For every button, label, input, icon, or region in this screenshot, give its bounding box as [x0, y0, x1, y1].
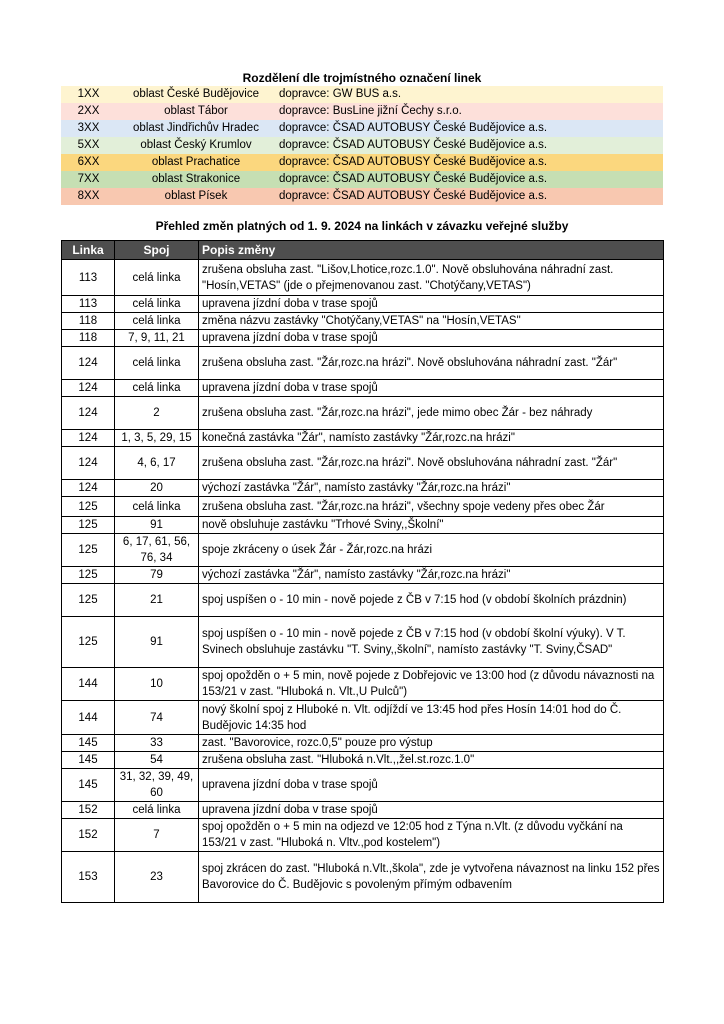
region-area: oblast Prachatice	[151, 156, 241, 168]
change-connection: 91	[115, 517, 199, 534]
change-row	[62, 534, 664, 567]
region-code: 3XX	[77, 122, 100, 134]
change-row	[62, 313, 664, 330]
change-description: nově obsluhuje zastávku "Trhové Sviny,,Školní"	[199, 517, 664, 534]
change-line: 125	[62, 584, 115, 617]
change-row	[62, 819, 664, 852]
region-carrier: dopravce: ČSAD AUTOBUSY České Budějovice a.s.	[279, 190, 548, 202]
region-area: oblast Písek	[164, 190, 228, 202]
change-row	[62, 567, 664, 584]
change-description: upravena jízdní doba v trase spojů	[199, 330, 664, 347]
change-line: 124	[62, 397, 115, 430]
change-row	[62, 735, 664, 752]
change-connection: 20	[115, 480, 199, 497]
change-line: 124	[62, 447, 115, 480]
change-line: 113	[62, 296, 115, 313]
change-description: spoj opožděn o + 5 min na odjezd ve 12:05 hod z Týna n.Vlt. (z důvodu vyčkání na 153/21 v zast. "Hluboká n. Vltv.,pod kostelem")	[199, 819, 664, 852]
change-line: 113	[62, 260, 115, 296]
change-row	[62, 668, 664, 701]
changes-header-row	[62, 241, 664, 260]
change-row	[62, 617, 664, 668]
header-description: Popis změny	[199, 241, 664, 260]
change-connection: 91	[115, 617, 199, 668]
change-row	[62, 852, 664, 903]
region-carrier: dopravce: ČSAD AUTOBUSY České Budějovice a.s.	[279, 139, 548, 151]
change-line: 118	[62, 330, 115, 347]
change-description: nový školní spoj z Hluboké n. Vlt. odjíždí ve 13:45 hod přes Hosín 14:01 hod do Č. Budějovic 14:35 hod	[199, 701, 664, 735]
change-connection: 10	[115, 668, 199, 701]
change-connection: 21	[115, 584, 199, 617]
change-description: zrušena obsluha zast. "Žár,rozc.na hrázi". Nově obsluhována náhradní zast. "Žár"	[199, 347, 664, 380]
change-row	[62, 380, 664, 397]
change-connection: 54	[115, 752, 199, 769]
region-area: oblast Tábor	[164, 105, 228, 117]
change-row	[62, 347, 664, 380]
region-carrier: dopravce: ČSAD AUTOBUSY České Budějovice a.s.	[279, 173, 548, 185]
change-row	[62, 701, 664, 735]
change-connection: 33	[115, 735, 199, 752]
region-row	[61, 171, 663, 188]
change-row	[62, 802, 664, 819]
change-description: spoj zkrácen do zast. "Hluboká n.Vlt.,škola", zde je vytvořena návaznost na linku 152 přes Bavorovice do Č. Budějovic s povoleným přímým odbavením	[199, 852, 664, 903]
change-line: 125	[62, 567, 115, 584]
change-connection: 7, 9, 11, 21	[115, 330, 199, 347]
change-line: 152	[62, 819, 115, 852]
region-code: 6XX	[77, 156, 100, 168]
change-description: výchozí zastávka "Žár", namísto zastávky "Žár,rozc.na hrázi"	[199, 480, 664, 497]
change-description: upravena jízdní doba v trase spojů	[199, 769, 664, 802]
change-row	[62, 260, 664, 296]
region-area: oblast Strakonice	[151, 173, 241, 185]
change-line: 153	[62, 852, 115, 903]
change-line: 145	[62, 752, 115, 769]
region-row	[61, 137, 663, 154]
region-area: oblast Český Krumlov	[140, 139, 252, 151]
change-row	[62, 397, 664, 430]
regions-table	[61, 86, 663, 205]
change-line: 118	[62, 313, 115, 330]
change-connection: 31, 32, 39, 49, 60	[115, 769, 199, 802]
change-description: zrušena obsluha zast. "Lišov,Lhotice,rozc.1.0". Nově obsluhována náhradní zast. "Hosín,VETAS" (jde o přejmenovanou zast. "Chotýčany,VETAS")	[199, 260, 664, 296]
change-row	[62, 769, 664, 802]
change-description: zrušena obsluha zast. "Žár,rozc.na hrázi", jede mimo obec Žár - bez náhrady	[199, 397, 664, 430]
region-row	[61, 103, 663, 120]
region-code: 2XX	[77, 105, 100, 117]
change-description: zast. "Bavorovice, rozc.0,5" pouze pro výstup	[199, 735, 664, 752]
change-connection: 23	[115, 852, 199, 903]
change-description: spoj uspíšen o - 10 min - nově pojede z ČB v 7:15 hod (v období školní výuky). V T. Svinech obsluhuje zastávku "T. Sviny,,školní", namísto zastávky "T. Sviny,ČSAD"	[199, 617, 664, 668]
change-connection: 74	[115, 701, 199, 735]
change-description: upravena jízdní doba v trase spojů	[199, 380, 664, 397]
change-line: 144	[62, 668, 115, 701]
change-description: zrušena obsluha zast. "Žár,rozc.na hrázi", všechny spoje vedeny přes obec Žár	[199, 497, 664, 517]
change-row	[62, 517, 664, 534]
change-row	[62, 752, 664, 769]
region-row	[61, 120, 663, 137]
change-line: 125	[62, 534, 115, 567]
change-description: zrušena obsluha zast. "Hluboká n.Vlt.,,žel.st.rozc.1.0"	[199, 752, 664, 769]
change-connection: 1, 3, 5, 29, 15	[115, 430, 199, 447]
region-carrier: dopravce: GW BUS a.s.	[279, 88, 402, 100]
change-row	[62, 447, 664, 480]
change-description: upravena jízdní doba v trase spojů	[199, 802, 664, 819]
region-code: 5XX	[77, 139, 100, 151]
change-description: zrušena obsluha zast. "Žár,rozc.na hrázi". Nově obsluhována náhradní zast. "Žár"	[199, 447, 664, 480]
change-line: 125	[62, 617, 115, 668]
regions-title: Rozdělení dle trojmístného označení linek	[242, 71, 482, 85]
change-row	[62, 584, 664, 617]
change-row	[62, 296, 664, 313]
change-connection: 4, 6, 17	[115, 447, 199, 480]
region-area: oblast Jindřichův Hradec	[133, 122, 259, 134]
region-area: oblast České Budějovice	[133, 88, 259, 100]
change-description: spoje zkráceny o úsek Žár - Žár,rozc.na hrázi	[199, 534, 664, 567]
change-connection: celá linka	[115, 347, 199, 380]
change-row	[62, 430, 664, 447]
region-code: 8XX	[77, 190, 100, 202]
change-connection: 79	[115, 567, 199, 584]
change-description: spoj uspíšen o - 10 min - nově pojede z ČB v 7:15 hod (v období školních prázdnin)	[199, 584, 664, 617]
change-line: 152	[62, 802, 115, 819]
changes-table	[61, 240, 664, 903]
change-line: 125	[62, 497, 115, 517]
changes-title: Přehled změn platných od 1. 9. 2024 na linkách v závazku veřejné služby	[155, 219, 569, 233]
change-connection: 6, 17, 61, 56, 76, 34	[115, 534, 199, 567]
header-line: Linka	[62, 241, 115, 260]
change-connection: celá linka	[115, 260, 199, 296]
change-line: 145	[62, 769, 115, 802]
change-description: výchozí zastávka "Žár", namísto zastávky "Žár,rozc.na hrázi"	[199, 567, 664, 584]
change-connection: celá linka	[115, 802, 199, 819]
change-line: 124	[62, 430, 115, 447]
region-row	[61, 154, 663, 171]
change-connection: celá linka	[115, 380, 199, 397]
change-description: konečná zastávka "Žár", namísto zastávky "Žár,rozc.na hrázi"	[199, 430, 664, 447]
change-row	[62, 480, 664, 497]
region-code: 7XX	[77, 173, 100, 185]
change-line: 125	[62, 517, 115, 534]
change-line: 124	[62, 480, 115, 497]
change-connection: 7	[115, 819, 199, 852]
change-description: upravena jízdní doba v trase spojů	[199, 296, 664, 313]
region-carrier: dopravce: ČSAD AUTOBUSY České Budějovice a.s.	[279, 156, 548, 168]
region-row	[61, 188, 663, 205]
change-line: 124	[62, 380, 115, 397]
change-line: 145	[62, 735, 115, 752]
header-connection: Spoj	[115, 241, 199, 260]
change-row	[62, 497, 664, 517]
change-row	[62, 330, 664, 347]
change-line: 144	[62, 701, 115, 735]
change-connection: 2	[115, 397, 199, 430]
change-connection: celá linka	[115, 313, 199, 330]
region-row	[61, 86, 663, 103]
region-code: 1XX	[77, 88, 100, 100]
region-carrier: dopravce: ČSAD AUTOBUSY České Budějovice a.s.	[279, 122, 548, 134]
change-description: spoj opožděn o + 5 min, nově pojede z Dobřejovic ve 13:00 hod (z důvodu návaznosti na 153/21 v zast. "Hluboká n. Vlt.,U Pulců")	[199, 668, 664, 701]
change-description: změna názvu zastávky "Chotýčany,VETAS" na "Hosín,VETAS"	[199, 313, 664, 330]
change-line: 124	[62, 347, 115, 380]
change-connection: celá linka	[115, 296, 199, 313]
region-carrier: dopravce: BusLine jižní Čechy s.r.o.	[279, 105, 462, 117]
change-connection: celá linka	[115, 497, 199, 517]
